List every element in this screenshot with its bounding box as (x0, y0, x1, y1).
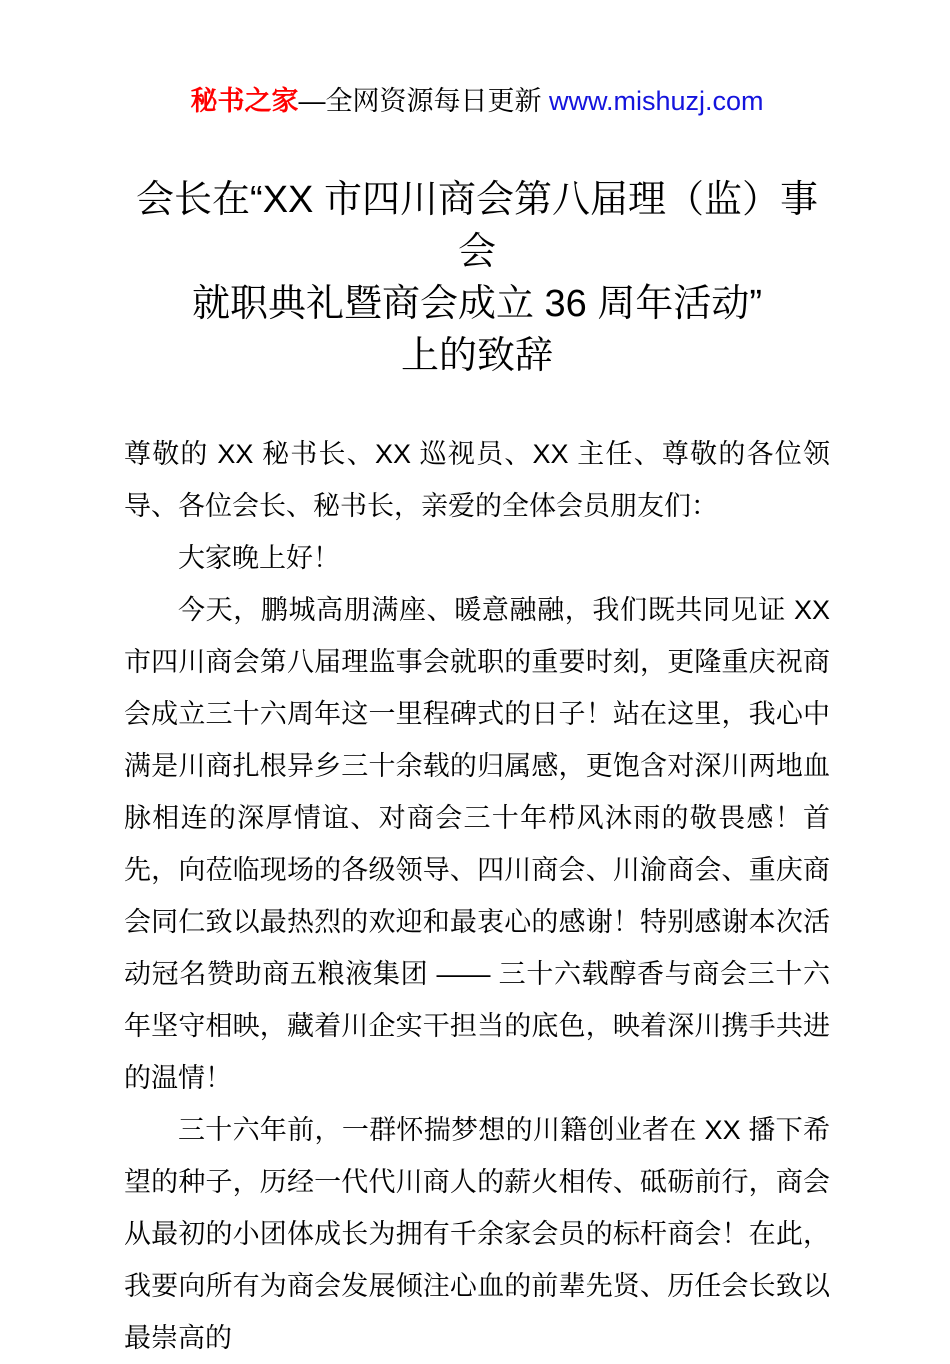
document-body (124, 428, 830, 1364)
paragraph-anniversary: 今天，鹏城高朋满座、暖意融融，我们既共同见证 XX 市四川商会第八届理监事会就职的重要时刻，更隆重庆祝商会成立三十六周年这一里程碑式的日子！站在这里，我心中满是川商扎根异乡三十余载的归属感，更饱含对深川两地血脉相连的深厚情谊、对商会三十年栉风沐雨的敬畏感！首先，向莅临现场的各级领导、四川商会、川渝商会、重庆商会同仁致以最热烈的欢迎和最衷心的感谢！特别感谢本次活动冠名赞助商五粮液集团 —— 三十六载醇香与商会三十六年坚守相映，藏着川企实干担当的底色，映着深川携手共进的温情！ (124, 595, 830, 1093)
site-url-link[interactable]: www.mishuzj.com (548, 86, 764, 116)
document-title-line-3: 上的致辞 (400, 335, 553, 377)
site-tagline: —全网资源每日更新 (298, 86, 549, 116)
document-title (124, 174, 830, 382)
site-brand: 秘书之家 (190, 86, 299, 116)
paragraph-history: 三十六年前，一群怀揣梦想的川籍创业者在 XX 播下希望的种子，历经一代代川商人的薪火相传、砥砺前行，商会从最初的小团体成长为拥有千余家会员的标杆商会！在此，我要向所有为商会发展倾注心血的前辈先贤、历任会长致以最崇高的 (124, 1115, 830, 1353)
site-header (124, 84, 830, 118)
document-title-line-2: 就职典礼暨商会成立 36 周年活动” (191, 283, 763, 325)
paragraph-salutation: 尊敬的 XX 秘书长、XX 巡视员、XX 主任、尊敬的各位领导、各位会长、秘书长，亲爱的全体会员朋友们： (124, 439, 830, 521)
paragraph-greeting: 大家晚上好！ (178, 543, 340, 573)
document-title-line-1: 会长在“XX 市四川商会第八届理（监）事会 (136, 179, 818, 273)
